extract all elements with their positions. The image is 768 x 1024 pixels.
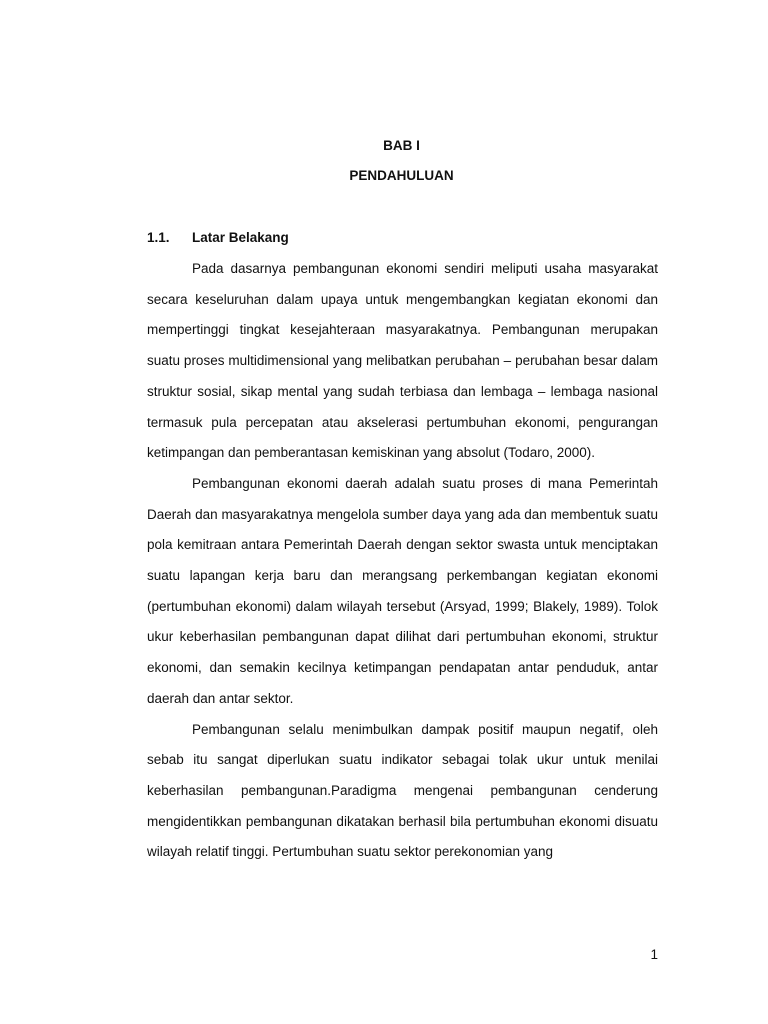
chapter-label: BAB I (383, 138, 420, 153)
paragraph: Pada dasarnya pembangunan ekonomi sendiri meliputi usaha masyarakat secara keseluruhan dalam upaya untuk mengembangkan kegiatan ekonomi dan mempertinggi tingkat kesejahteraan masyarakatnya. Pembangunan merupakan suatu proses multidimensional yang melibatkan perubahan – perubahan besar dalam struktur sosial, sikap mental yang sudah terbiasa dan lembaga – lembaga nasional termasuk pula percepatan atau akselerasi pertumbuhan ekonomi, pengurangan ketimpangan dan pemberantasan kemiskinan yang absolut (Todaro, 2000). (147, 261, 658, 461)
paragraph: Pembangunan selalu menimbulkan dampak positif maupun negatif, oleh sebab itu sangat diperlukan suatu indikator sebagai tolak ukur untuk menilai keberhasilan pembangunan.Paradigma mengenai pembangunan cenderung mengidentikkan pembangunan dikatakan berhasil bila pertumbuhan ekonomi disuatu wilayah relatif tinggi. Pertumbuhan suatu sektor perekonomian yang (147, 721, 658, 860)
body-text (147, 254, 658, 868)
section-heading (147, 230, 289, 246)
chapter-title: PENDAHULUAN (349, 168, 454, 183)
paragraph: Pembangunan ekonomi daerah adalah suatu proses di mana Pemerintah Daerah dan masyarakatnya mengelola sumber daya yang ada dan membentuk suatu pola kemitraan antara Pemerintah Daerah dengan sektor swasta untuk menciptakan suatu lapangan kerja baru dan merangsang perkembangan kegiatan ekonomi (pertumbuhan ekonomi) dalam wilayah tersebut (Arsyad, 1999; Blakely, 1989). Tolok ukur keberhasilan pembangunan dapat dilihat dari pertumbuhan ekonomi, struktur ekonomi, dan semakin kecilnya ketimpangan pendapatan antar penduduk, antar daerah dan antar sektor. (147, 475, 658, 706)
page-number: 1 (650, 947, 658, 962)
section-number: 1.1. (147, 230, 170, 245)
section-title: Latar Belakang (192, 230, 289, 245)
